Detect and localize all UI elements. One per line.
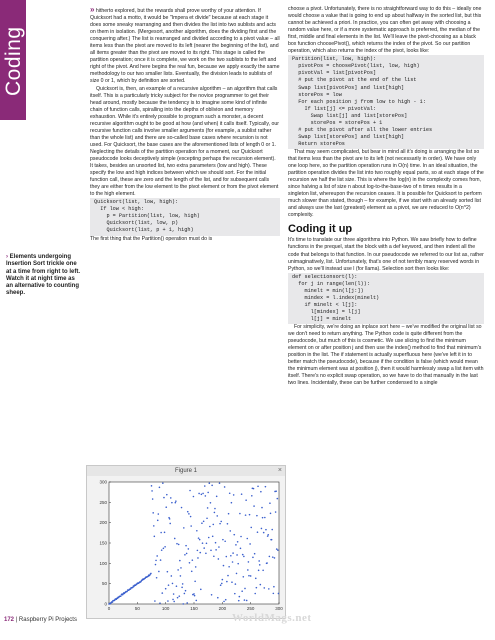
data-point — [257, 486, 259, 488]
data-point — [201, 494, 203, 496]
data-point — [179, 560, 181, 562]
data-point — [205, 552, 207, 554]
data-point — [211, 485, 213, 487]
data-point — [188, 513, 190, 515]
data-point — [180, 567, 182, 569]
data-point — [224, 486, 226, 488]
x-tick-label: 50 — [134, 606, 140, 611]
data-point — [275, 490, 277, 492]
data-point — [126, 591, 128, 593]
code-line: storePos = storePos + 1 — [292, 119, 383, 126]
data-point — [269, 502, 271, 504]
data-point — [277, 498, 279, 500]
watermark: WorldMags.net — [232, 612, 312, 624]
data-point — [263, 587, 265, 589]
data-point — [152, 512, 154, 514]
data-point — [197, 550, 199, 552]
data-point — [160, 559, 162, 561]
data-point — [165, 506, 167, 508]
data-point — [158, 571, 160, 573]
code-line: for j in range(len(l)): — [292, 280, 370, 287]
data-point — [168, 584, 170, 586]
data-point — [208, 537, 210, 539]
data-point — [194, 580, 196, 582]
article-column-left — [90, 6, 280, 243]
data-point — [233, 534, 235, 536]
data-point — [197, 557, 199, 559]
data-point — [278, 593, 280, 595]
data-point — [235, 583, 237, 585]
data-point — [201, 522, 203, 524]
data-point — [169, 518, 171, 520]
data-point — [158, 513, 160, 515]
data-point — [277, 549, 279, 551]
section-title: Coding — [2, 26, 25, 96]
data-point — [216, 515, 218, 517]
data-point — [210, 502, 212, 504]
data-point — [248, 575, 250, 577]
data-point — [266, 562, 268, 564]
code-line: Return storePos — [292, 140, 345, 147]
data-point — [151, 490, 153, 492]
data-point — [245, 499, 247, 501]
data-point — [262, 517, 264, 519]
code-line: Swap list[pivotPos] and list[high] — [292, 84, 405, 91]
code-line: minelt = min(l[j:]) — [292, 287, 364, 294]
article-column-right — [288, 6, 484, 387]
code-line: Swap list[j] and list[storePos] — [292, 112, 408, 119]
data-point — [159, 602, 161, 604]
data-point — [231, 502, 233, 504]
data-point — [265, 529, 267, 531]
data-point — [187, 511, 189, 513]
data-point — [233, 494, 235, 496]
data-point — [240, 536, 242, 538]
code-line: def selectionsort(l): — [292, 273, 358, 280]
data-point — [178, 544, 180, 546]
data-point — [253, 505, 255, 507]
data-point — [203, 547, 205, 549]
data-point — [252, 557, 254, 559]
code-line: p = Partition(list, low, high) — [94, 213, 200, 220]
figure-title: Figure 1 — [87, 466, 285, 476]
data-point — [176, 585, 178, 587]
data-point — [174, 538, 176, 540]
data-point — [242, 554, 244, 556]
data-point — [232, 552, 234, 554]
paragraph: It's time to translate our three algorithms into Python. We saw briefly how to define functions in the prequel, start the block with a def keyword, and then indent all the code that belongs to that function. In our pseudocode we referred to our list as, rather unimaginatively, list. Unfortunately, that's one of not terribly many reserved words in Python, so we'll instead use l (for llama). Selection sort then looks like: — [288, 237, 484, 272]
data-point — [185, 590, 187, 592]
y-tick-label: 200 — [99, 520, 107, 526]
data-point — [195, 600, 197, 602]
data-point — [220, 521, 222, 523]
data-point — [172, 599, 174, 601]
data-point — [156, 577, 158, 579]
y-tick-label: 300 — [99, 479, 107, 485]
section-tab — [0, 0, 26, 120]
data-point — [166, 494, 168, 496]
code-line: mindex = l.index(minelt) — [292, 294, 380, 301]
paragraph: For simplicity, we're doing an inplace sort here – we've modified the original list so we don't need to return anything. The Python code is quite different from the pseudocode, but much of this is cosmetic. We use slicing to find the minimum element on or after position j and then use the index() method to find that minimum's position in the list. The if statement is actually superfluous here (we've left it in to better match the pseudocode), because if the condition is false (which would mean the minimum element was at position j), then it would harmlessly swap a list item with itself. There's no explicit swap operation, so we have to do that manually in the last two lines. Incidentally, these can be further condensed to a single — [288, 323, 484, 387]
paragraph: That may seem complicated, but bear in mind all it's doing is arranging the list so that items less than the pivot are to its left (not necessarily in order). We have only one loop here, so the partition operation runs in O(n) time. In an ideal situation, the partition operation divides the list into two roughly equal parts, so at each stage of the recursion we half the list size. This is where the log(n) in the complexity comes from, since halving a list of size n about log-to-the-base-two of n times results in a singleton list, whereupon the recursion ceases. It is possible for Quicksort to perform much slower than stated, though – for example, if we start with an already sorted list and always use the last (greatest) element as a pivot, we are reduced to O(n^2) complexity. — [288, 148, 484, 219]
code-line: pivotPos = choosePivot(list, low, high) — [292, 63, 420, 70]
data-point — [239, 513, 241, 515]
lead-arrow-icon: » — [90, 5, 95, 14]
data-point — [243, 556, 245, 558]
data-point — [270, 513, 272, 515]
y-tick-label: 0 — [104, 601, 107, 607]
code-line: Quicksort(list, low, high): — [94, 199, 179, 206]
page-number: 172 — [4, 617, 15, 623]
data-point — [226, 581, 228, 583]
data-point — [246, 538, 248, 540]
data-point — [254, 553, 256, 555]
data-point — [228, 566, 230, 568]
data-point — [177, 597, 179, 599]
data-point — [246, 600, 248, 602]
data-point — [213, 555, 215, 557]
data-point — [205, 495, 207, 497]
data-point — [185, 545, 187, 547]
caption-arrow-icon: › — [6, 254, 8, 260]
data-point — [244, 588, 246, 590]
data-point — [228, 513, 230, 515]
code-line: Partition(list, low, high): — [292, 56, 377, 63]
data-point — [218, 546, 220, 548]
data-point — [181, 507, 183, 509]
code-block-partition — [288, 55, 484, 149]
data-point — [229, 492, 231, 494]
data-point — [232, 561, 234, 563]
data-point — [240, 548, 242, 550]
x-tick-label: 300 — [275, 606, 283, 611]
data-point — [155, 564, 157, 566]
data-point — [171, 575, 173, 577]
data-point — [215, 549, 217, 551]
data-point — [175, 500, 177, 502]
data-point — [200, 589, 202, 591]
data-point — [260, 491, 262, 493]
data-point — [273, 593, 275, 595]
data-point — [241, 590, 243, 592]
data-point — [261, 528, 263, 530]
section-heading: Coding it up — [288, 223, 353, 236]
code-line: storePos = low — [292, 91, 342, 98]
data-point — [244, 599, 246, 601]
data-point — [178, 595, 180, 597]
y-tick-label: 150 — [99, 540, 107, 546]
data-point — [227, 523, 229, 525]
data-point — [235, 544, 237, 546]
data-point — [173, 601, 175, 603]
data-point — [236, 554, 238, 556]
data-point — [254, 593, 256, 595]
data-point — [241, 493, 243, 495]
data-point — [229, 530, 231, 532]
data-point — [206, 517, 208, 519]
data-point — [202, 493, 204, 495]
code-block-quicksort — [90, 198, 280, 235]
data-point — [181, 587, 183, 589]
data-point — [210, 549, 212, 551]
data-point — [162, 482, 164, 484]
data-point — [170, 497, 172, 499]
close-icon[interactable]: × — [277, 467, 282, 474]
data-point — [214, 508, 216, 510]
data-point — [231, 581, 233, 583]
data-point — [167, 571, 169, 573]
data-point — [161, 592, 163, 594]
data-point — [236, 573, 238, 575]
data-point — [259, 564, 261, 566]
data-point — [186, 602, 188, 604]
data-point — [167, 600, 169, 602]
data-point — [243, 576, 245, 578]
data-point — [272, 556, 274, 558]
data-point — [191, 571, 193, 573]
data-point — [261, 507, 263, 509]
data-point — [264, 517, 266, 519]
data-point — [206, 542, 208, 544]
data-point — [230, 555, 232, 557]
data-point — [163, 497, 165, 499]
data-point — [271, 529, 273, 531]
data-point — [180, 575, 182, 577]
data-point — [182, 583, 184, 585]
paragraph: Quicksort is, then, an example of a recursive algorithm – an algorithm that calls itself. This is a particularly tricky subject for the novice programmer to get their head around, mostly because the tendency is to imagine some kind of infinite chain of function calls, spiralling into the depths of oblivion and memory exhaustion. While it's entirely possible to program such a monster, a decent recursive algorithm ought to be good at how (and when) it calls itself. Typically, our recursive function calls involve smaller arguments (for example, a sublist rather than the whole list) and there are so-called base cases where recursion is not used. For Quicksort, the base cases are the aforementioned lists of length 0 or 1. Neglecting the details of the partition operation for a moment, our Quicksort pseudocode looks deceptively simple (excepting perhaps the recursion element). It takes, besides an unsorted list, two extra parameters (low and high). These specify the low and high indices between which we should sort. For the initial function call, these are zero and the length of the list, and for subsequent calls they are either from the low element to the pivot element or from the pivot element to the high element. — [90, 85, 279, 198]
data-point — [211, 594, 213, 596]
data-point — [209, 482, 211, 484]
page-footer — [4, 617, 77, 623]
data-point — [175, 502, 177, 504]
data-point — [190, 516, 192, 518]
data-point — [190, 525, 192, 527]
data-point — [212, 524, 214, 526]
code-line: pivotVal = list[pivotPos] — [292, 70, 377, 77]
data-point — [159, 487, 161, 489]
data-point — [215, 542, 217, 544]
data-point — [154, 536, 156, 538]
data-point — [258, 560, 260, 562]
data-point — [188, 548, 190, 550]
data-point — [267, 534, 269, 536]
data-point — [247, 569, 249, 571]
data-point — [152, 498, 154, 500]
data-point — [186, 553, 188, 555]
data-point — [198, 493, 200, 495]
data-point — [176, 543, 178, 545]
data-point — [248, 561, 250, 563]
data-point — [193, 593, 195, 595]
code-line: Quicksort(list, p + 1, high) — [94, 227, 194, 234]
data-point — [163, 548, 165, 550]
data-point — [263, 532, 265, 534]
code-line: Quicksort(list, low, p) — [94, 220, 179, 227]
paragraph: choose a pivot. Unfortunately, there is no straightforward way to do this – ideally one would choose a value that is going to end up about halfway in the sorted list, but this cannot be achieved a priori. In practice, you can often get away with choosing a random value here, or if a more systematic approach is preferred, the median of the first, middle and final elements in the list. We'll leave the pivot-choosing as a black box function choosePivot(), which returns the index of the pivot. So our partition operation, which also returns the index of the pivot, looks like: — [288, 6, 482, 55]
data-point — [189, 562, 191, 564]
data-point — [154, 600, 156, 602]
data-point — [212, 535, 214, 537]
data-point — [237, 541, 239, 543]
data-point — [217, 597, 219, 599]
data-point — [249, 543, 251, 545]
figure-window — [86, 465, 286, 619]
data-point — [202, 542, 204, 544]
figure-caption: › Elements undergoing Insertion Sort trickle one at a time from right to left. Watch it at night time as an alternative to counting sheep. — [6, 254, 81, 297]
data-point — [255, 578, 257, 580]
data-point — [193, 496, 195, 498]
data-point — [207, 507, 209, 509]
data-point — [223, 601, 225, 603]
code-line: if minelt < l[j]: — [292, 301, 358, 308]
x-tick-label: 150 — [190, 606, 198, 611]
code-line: l[mindex] = l[j] — [292, 308, 361, 315]
data-point — [275, 511, 277, 513]
data-point — [218, 558, 220, 560]
code-line: For each position j from low to high - 1: — [292, 98, 426, 105]
data-point — [183, 527, 185, 529]
footer-separator: | — [15, 617, 18, 623]
data-point — [258, 570, 260, 572]
data-point — [171, 502, 173, 504]
code-line: Swap list[storePos] and list[high] — [292, 133, 405, 140]
data-point — [199, 552, 201, 554]
data-point — [189, 490, 191, 492]
data-point — [225, 599, 227, 601]
data-point — [216, 496, 218, 498]
data-point — [234, 593, 236, 595]
data-point — [177, 569, 179, 571]
data-point — [207, 492, 209, 494]
data-point — [172, 583, 174, 585]
y-tick-label: 100 — [99, 560, 107, 566]
data-point — [169, 523, 171, 525]
data-point — [203, 520, 205, 522]
data-point — [256, 515, 258, 517]
data-point — [192, 559, 194, 561]
data-point — [196, 530, 198, 532]
data-point — [184, 554, 186, 556]
code-line: If low < high: — [94, 206, 144, 213]
code-line: # put the pivot after all the lower entries — [292, 126, 433, 133]
data-point — [223, 565, 225, 567]
data-point — [219, 523, 221, 525]
code-line: # put the pivot at the end of the list — [292, 77, 417, 84]
x-tick-label: 200 — [218, 606, 227, 611]
code-block-selectionsort — [288, 273, 484, 324]
data-point — [182, 603, 184, 605]
data-point — [271, 539, 273, 541]
data-point — [151, 485, 153, 487]
data-point — [222, 539, 224, 541]
data-point — [262, 569, 264, 571]
y-tick-label: 250 — [99, 499, 107, 505]
x-tick-label: 0 — [107, 606, 111, 611]
paragraph: » hitherto explored, but the rewards shall prove worthy of your attention. If Quicksort had a motto, it would be "Impera et divide" because at each stage it does some sneaky rearranging and then divides the list into two sublists and acts on them in isolation. (Mergesort, another algorithm, does the dividing first and the conquering after.) The list is rearranged and divided according to a pivot value – all items less than the pivot are moved to its left (nearer the beginning of the list), and all items greater than the pivot are moved to its right. This stage is called the partition operation; once it is complete, we work on the two sublists to the left and right of the pivot. And here begins the real fun, because we apply exactly the same methodology to our two smaller lists. Eventually, the division leads to sublists of size 0 or 1, which by definition are sorted. — [90, 5, 280, 85]
data-point — [237, 563, 239, 565]
data-point — [164, 546, 166, 548]
data-point — [224, 540, 226, 542]
data-point — [253, 488, 255, 490]
data-point — [155, 560, 157, 562]
data-point — [268, 588, 270, 590]
data-point — [273, 586, 275, 588]
scatter-chart — [87, 476, 285, 618]
data-point — [184, 593, 186, 595]
data-point — [257, 531, 259, 533]
data-point — [251, 495, 253, 497]
data-point — [222, 579, 224, 581]
data-point — [260, 584, 262, 586]
code-line: l[j] = minelt — [292, 315, 352, 322]
data-point — [164, 532, 166, 534]
data-point — [120, 595, 122, 597]
data-point — [198, 537, 200, 539]
x-tick-label: 250 — [246, 606, 255, 611]
code-line: If list[j] <= pivotVal: — [292, 105, 377, 112]
paragraph: The first thing that the Partition() operation must do is — [90, 235, 213, 242]
data-point — [249, 514, 251, 516]
data-point — [156, 555, 158, 557]
data-point — [195, 566, 197, 568]
data-point — [199, 539, 201, 541]
data-point — [250, 527, 252, 529]
data-point — [214, 512, 216, 514]
data-point — [238, 600, 240, 602]
magazine-title: Raspberry Pi Projects — [18, 617, 77, 623]
data-point — [153, 525, 155, 527]
data-point — [161, 549, 163, 551]
data-point — [150, 573, 152, 575]
data-point — [245, 514, 247, 516]
data-point — [256, 587, 258, 589]
data-point — [160, 532, 162, 534]
data-point — [239, 596, 241, 598]
data-point — [157, 520, 159, 522]
data-point — [226, 556, 228, 558]
data-point — [112, 601, 114, 603]
data-point — [274, 557, 276, 559]
data-point — [221, 583, 223, 585]
data-point — [219, 482, 221, 484]
y-tick-label: 50 — [101, 581, 107, 587]
data-point — [173, 593, 175, 595]
data-point — [265, 486, 267, 488]
data-point — [220, 584, 222, 586]
data-point — [194, 595, 196, 597]
data-point — [227, 575, 229, 577]
data-point — [269, 556, 271, 558]
data-point — [250, 575, 252, 577]
x-tick-label: 100 — [161, 606, 170, 611]
data-point — [165, 588, 167, 590]
data-point — [209, 526, 211, 528]
data-point — [204, 485, 206, 487]
